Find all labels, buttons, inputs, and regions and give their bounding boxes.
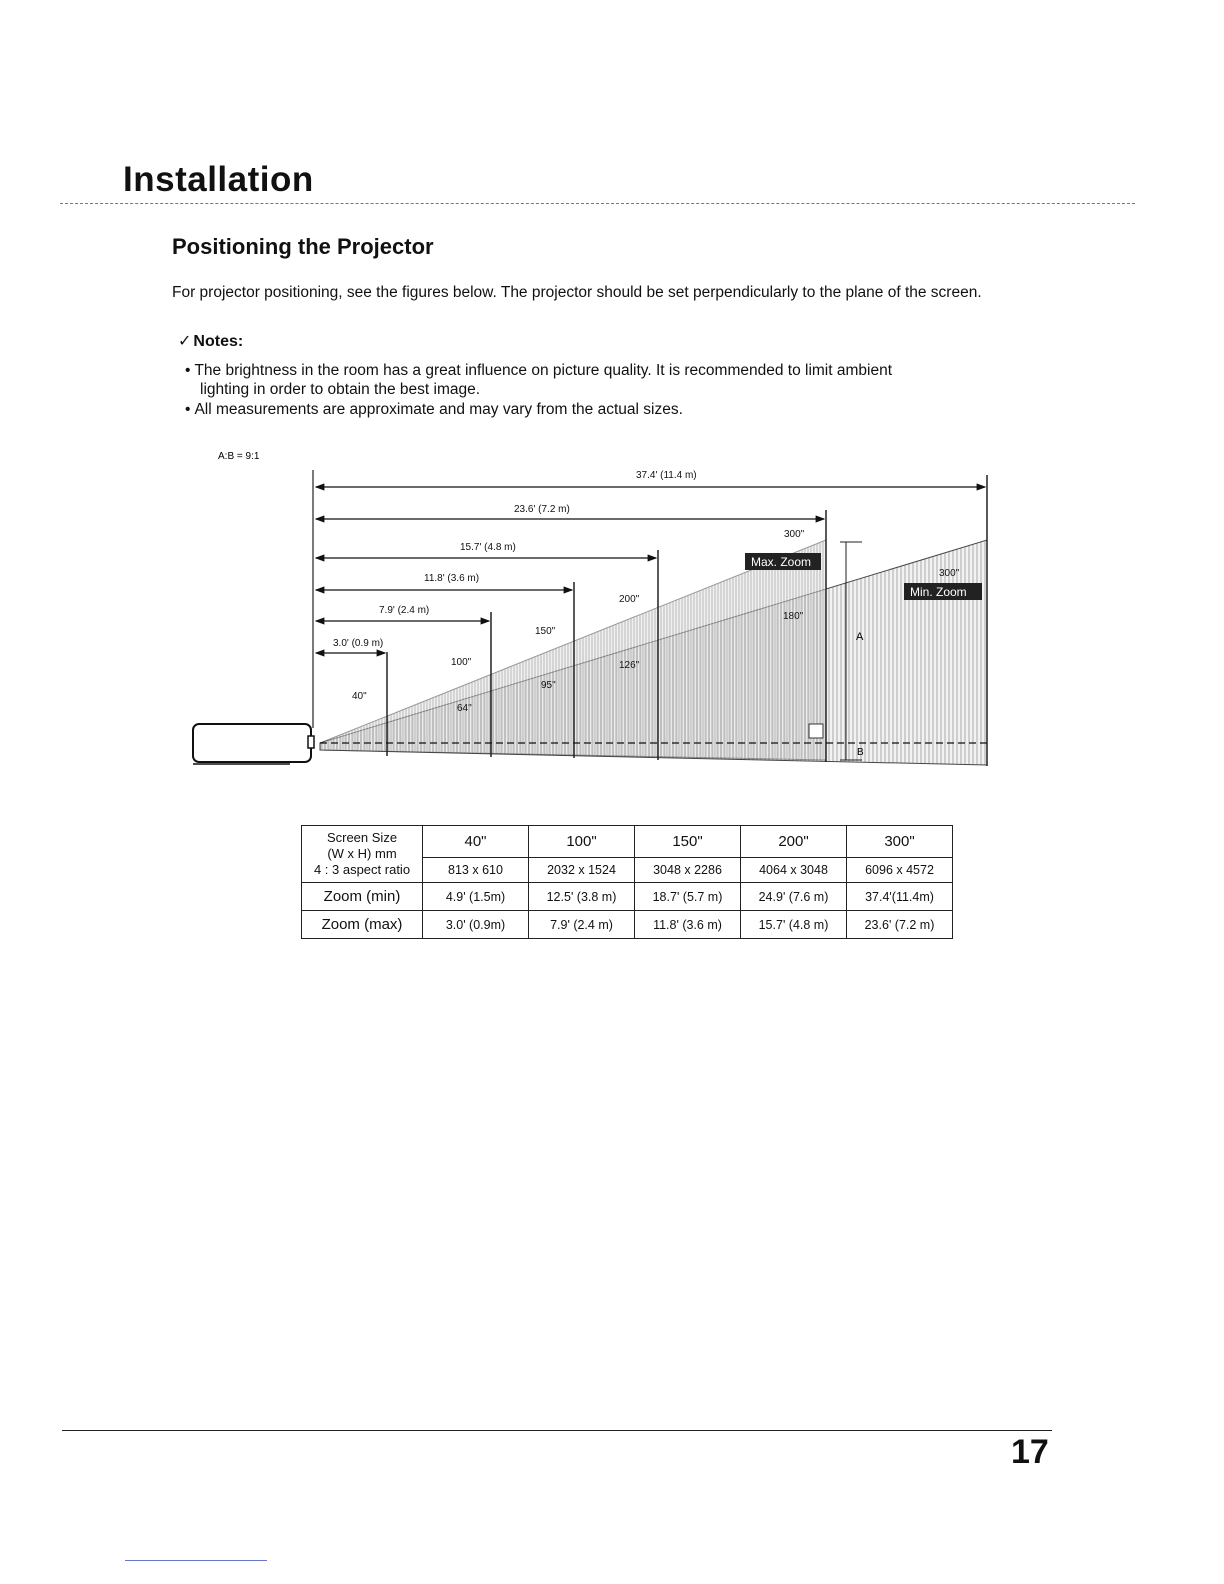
screen-size-cell: 40" [423, 826, 529, 858]
header-line: Screen Size [326, 830, 398, 845]
bottom-divider [125, 1560, 267, 1561]
notes-heading [178, 331, 243, 351]
title-divider [60, 203, 1135, 204]
screen-size-cell: 100" [529, 826, 635, 858]
zoom-min-cell: 12.5' (3.8 m) [529, 883, 635, 911]
bullet-icon: • [185, 401, 191, 418]
screen-size-label: 200" [619, 594, 640, 605]
min-zoom-label: Min. Zoom [910, 585, 967, 599]
note-text-line: The brightness in the room has a great influence on picture quality. It is recommended to limit ambient [194, 362, 893, 379]
table-row [302, 826, 953, 858]
table-header-cell [302, 826, 423, 883]
min-zoom-size-label: 95" [541, 680, 556, 691]
distance-label: 11.8' (3.6 m) [424, 573, 480, 584]
note-item [185, 361, 1033, 399]
dimension-cell: 2032 x 1524 [529, 857, 635, 882]
zoom-max-cell: 3.0' (0.9m) [423, 911, 529, 939]
section-title: Installation [123, 160, 314, 199]
min-zoom-size-label: 126" [619, 660, 640, 671]
intro-paragraph: For projector positioning, see the figures below. The projector should be set perpendicularly to the plane of the screen. [172, 284, 982, 301]
zoom-min-cell: 24.9' (7.6 m) [741, 883, 847, 911]
screen-size-cell: 200" [741, 826, 847, 858]
header-line: 4 : 3 aspect ratio [313, 862, 411, 877]
page-number: 17 [1011, 1433, 1049, 1471]
page-subtitle: Positioning the Projector [172, 234, 434, 259]
zoom-min-cell: 37.4'(11.4m) [847, 883, 953, 911]
dimension-letter-a: A [856, 631, 864, 643]
dimension-letter-b: B [857, 747, 864, 758]
zoom-max-cell: 15.7' (4.8 m) [741, 911, 847, 939]
screen-size-label: 40" [352, 691, 367, 702]
dimension-cell: 6096 x 4572 [847, 857, 953, 882]
dimension-cell: 3048 x 2286 [635, 857, 741, 882]
row-label: Zoom (min) [302, 883, 423, 911]
distance-label: 7.9' (2.4 m) [379, 605, 430, 616]
projection-distance-diagram [0, 440, 1224, 780]
min-zoom-size-label: 180" [783, 611, 804, 622]
aspect-ratio-label: A:B = 9:1 [218, 451, 260, 462]
checkmark-icon: ✓ [178, 333, 192, 350]
note-text-line: lighting in order to obtain the best image. [200, 381, 481, 398]
table-row [302, 883, 953, 911]
distance-label: 15.7' (4.8 m) [460, 542, 516, 553]
distance-label: 37.4' (11.4 m) [636, 470, 697, 481]
zoom-min-cell: 4.9' (1.5m) [423, 883, 529, 911]
min-zoom-size-label: 300" [939, 568, 960, 579]
screen-edge-marker [809, 724, 823, 738]
zoom-min-cell: 18.7' (5.7 m) [635, 883, 741, 911]
footer-divider [62, 1430, 1052, 1431]
notes-heading-label: Notes: [193, 333, 244, 350]
screen-size-label: 300" [784, 529, 805, 540]
zoom-max-cell: 7.9' (2.4 m) [529, 911, 635, 939]
dimension-cell: 4064 x 3048 [741, 857, 847, 882]
zoom-max-cell: 11.8' (3.6 m) [635, 911, 741, 939]
table-row [302, 911, 953, 939]
screen-size-cell: 150" [635, 826, 741, 858]
zoom-max-cell: 23.6' (7.2 m) [847, 911, 953, 939]
distance-label: 3.0' (0.9 m) [333, 638, 384, 649]
max-zoom-beam [320, 540, 826, 760]
note-text-line: All measurements are approximate and may vary from the actual sizes. [194, 401, 683, 418]
projector-icon [193, 724, 314, 764]
projection-distance-table [301, 825, 953, 939]
screen-size-label: 150" [535, 626, 556, 637]
max-zoom-label: Max. Zoom [751, 555, 812, 569]
screen-size-cell: 300" [847, 826, 953, 858]
screen-size-label: 100" [451, 657, 472, 668]
distance-label: 23.6' (7.2 m) [514, 504, 570, 515]
note-item [185, 400, 1033, 419]
row-label: Zoom (max) [302, 911, 423, 939]
dimension-cell: 813 x 610 [423, 857, 529, 882]
header-line: (W x H) mm [327, 846, 397, 861]
min-zoom-size-label: 64" [457, 703, 472, 714]
bullet-icon: • [185, 362, 191, 379]
